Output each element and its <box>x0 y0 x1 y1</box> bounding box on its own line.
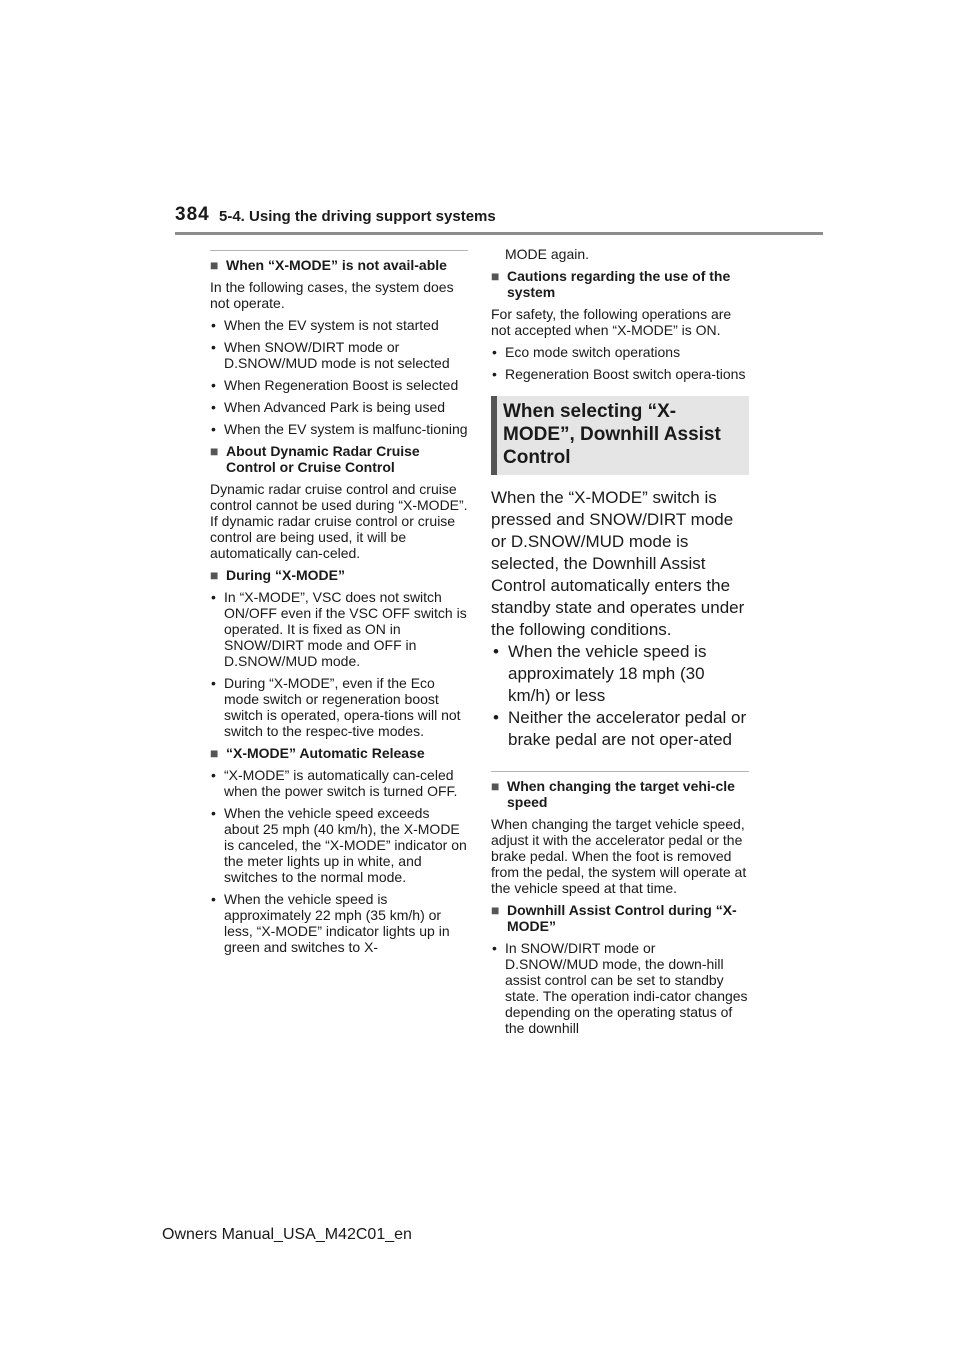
header-divider <box>175 232 823 235</box>
subheading-during-xmode: ■ During “X-MODE” <box>210 567 468 583</box>
list-item: • When Regeneration Boost is selected <box>210 377 468 393</box>
subheading-downhill-assist: ■ Downhill Assist Control during “X-MODE” <box>491 902 749 934</box>
list-item: • When the EV system is not started <box>210 317 468 333</box>
list-item: • When SNOW/DIRT mode or D.SNOW/MUD mode is not selected <box>210 339 468 371</box>
paragraph: When changing the target vehicle speed, adjust it with the accelerator pedal or the brake pedal. When the foot is removed from the pedal, the system will operate at the vehicle speed at that time. <box>491 816 747 896</box>
main-list-item: • When the vehicle speed is approximately 18 mph (30 km/h) or less <box>491 641 749 707</box>
subheading-cautions: ■ Cautions regarding the use of the system <box>491 268 749 300</box>
list-item: • In SNOW/DIRT mode or D.SNOW/MUD mode, the down-hill assist control can be set to standby state. The operation indi-cator changes depending on the operating status of the downhill <box>491 940 749 1036</box>
right-column <box>491 246 749 1042</box>
section-heading-box: When selecting “X-MODE”, Downhill Assist Control <box>491 396 749 475</box>
paragraph: Dynamic radar cruise control and cruise control cannot be used during “X-MODE”. If dynamic radar cruise control or cruise control are being used, it will be automatically can-celed. <box>210 481 468 561</box>
page-number: 384 <box>175 204 210 225</box>
list-item: • “X-MODE” is automatically can-celed when the power switch is turned OFF. <box>210 767 468 799</box>
subheading-not-available: ■ When “X-MODE” is not avail-able <box>210 257 468 273</box>
list-item: • When the vehicle speed is approximately 22 mph (35 km/h) or less, “X-MODE” indicator lights up in green and switches to X- <box>210 891 468 955</box>
list-item: • In “X-MODE”, VSC does not switch ON/OFF even if the VSC OFF switch is operated. It is fixed as ON in SNOW/DIRT mode and OFF in D.SNOW/MUD mode. <box>210 589 468 669</box>
list-item: • When Advanced Park is being used <box>210 399 468 415</box>
subheading-cruise-control: ■ About Dynamic Radar Cruise Control or Cruise Control <box>210 443 468 475</box>
main-list-item: • Neither the accelerator pedal or brake pedal are not oper-ated <box>491 707 749 751</box>
section-divider <box>491 771 749 772</box>
main-paragraph: When the “X-MODE” switch is pressed and SNOW/DIRT mode or D.SNOW/MUD mode is selected, the Downhill Assist Control automatically enters the standby state and operates under the following conditions. <box>491 488 745 639</box>
page-footer: Owners Manual_USA_M42C01_en <box>162 1226 412 1243</box>
list-item: • During “X-MODE”, even if the Eco mode switch or regeneration boost switch is operated, opera-tions will not switch to the respec-tive modes. <box>210 675 468 739</box>
list-item: • When the vehicle speed exceeds about 25 mph (40 km/h), the X-MODE is canceled, the “X-MODE” indicator on the meter lights up in white, and switches to the normal mode. <box>210 805 468 885</box>
section-divider <box>210 250 468 251</box>
list-item: • When the EV system is malfunc-tioning <box>210 421 468 437</box>
list-item: • Regeneration Boost switch opera-tions <box>491 366 749 382</box>
left-column <box>210 250 468 961</box>
subheading-target-speed: ■ When changing the target vehi-cle speed <box>491 778 749 810</box>
paragraph: For safety, the following operations are not accepted when “X-MODE” is ON. <box>491 306 732 338</box>
list-item-continuation: MODE again. <box>505 246 590 262</box>
paragraph: In the following cases, the system does not operate. <box>210 279 454 311</box>
list-item: • Eco mode switch operations <box>491 344 749 360</box>
page-header <box>0 0 960 240</box>
subheading-automatic-release: ■ “X-MODE” Automatic Release <box>210 745 468 761</box>
section-title: 5-4. Using the driving support systems <box>219 208 496 225</box>
